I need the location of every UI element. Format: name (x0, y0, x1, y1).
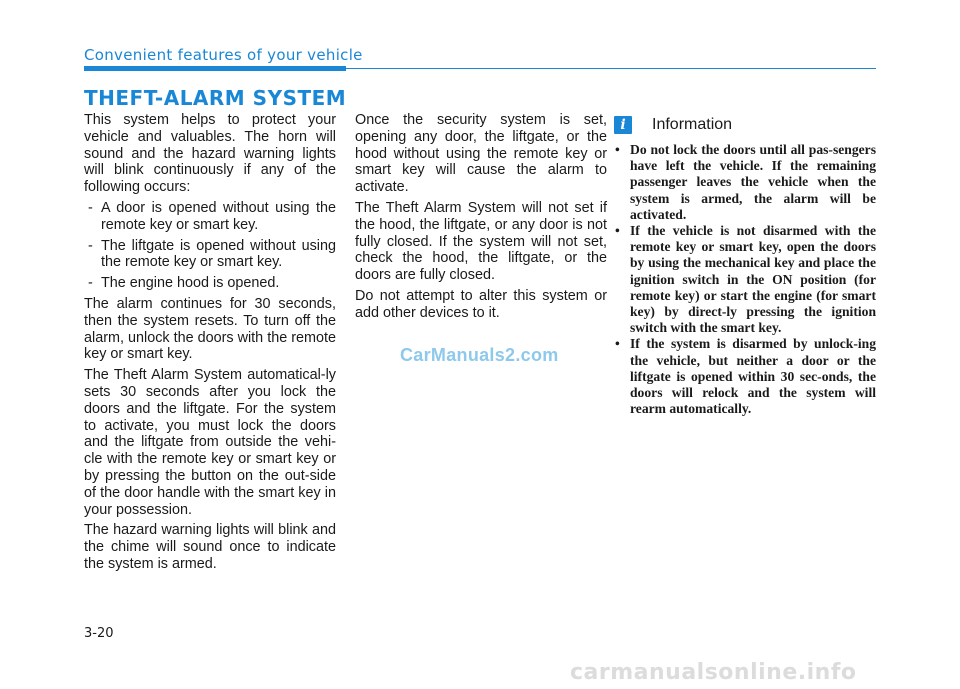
condition-text: A door is opened without using the remote key or smart key. (101, 199, 336, 233)
watermark: CarManuals2.com (400, 345, 559, 365)
information-item (614, 336, 876, 417)
dash-marker: - (88, 199, 93, 216)
condition-item (84, 275, 336, 292)
bullet-marker: • (615, 223, 620, 239)
auto-set-paragraph: The Theft Alarm System automatical-ly sets 30 seconds after you lock the doors and the liftgate. For the system to activate, you must lock the doors and the liftgate from outside the vehi-cle with the remote key or smart key or by pressing the button on the out-side of the door handle with the smart key in your possession. (84, 367, 336, 518)
information-header (614, 114, 876, 136)
intro-paragraph: This system helps to protect your vehicle and valuables. The horn will sound and the hazard warning lights will blink continuously if any of the following occurs: (84, 112, 336, 196)
information-title: Information (652, 116, 733, 133)
header-rule-thick (84, 66, 346, 71)
bullet-marker: • (615, 142, 620, 157)
information-list (614, 142, 876, 417)
page-title: THEFT-ALARM SYSTEM (84, 86, 347, 110)
section-header: Convenient features of your vehicle (84, 46, 363, 64)
dash-marker: - (88, 275, 93, 292)
header-rule-thin (346, 68, 876, 69)
information-box (614, 114, 876, 417)
condition-item (84, 238, 336, 272)
armed-paragraph: The hazard warning lights will blink and the chime will sound once to indicate the system is armed. (84, 522, 336, 572)
dash-marker: - (88, 237, 93, 254)
page-number: 3-20 (84, 626, 114, 641)
information-item (614, 142, 876, 223)
info-icon: i (614, 116, 632, 134)
information-text: Do not lock the doors until all pas-sengers have left the vehicle. If the remaining passenger leaves the vehicle when the system is armed, the alarm will be activated. (630, 142, 876, 222)
information-text: If the system is disarmed by unlock-ing the vehicle, but neither a door or the liftgate is opened within 30 sec-onds, the doors will relock and the system will rearm automatically. (630, 336, 876, 417)
footer-watermark: carmanualsonline.info (570, 660, 857, 685)
reset-paragraph: The alarm continues for 30 seconds, then the system resets. To turn off the alarm, unlock the doors with the remote key or smart key. (84, 295, 336, 363)
information-item (614, 223, 876, 336)
condition-text: The liftgate is opened without using the remote key or smart key. (101, 237, 336, 271)
alter-paragraph: Do not attempt to alter this system or add other devices to it. (355, 287, 607, 321)
condition-item (84, 200, 336, 234)
column-left (84, 112, 336, 577)
bullet-marker: • (615, 336, 620, 352)
condition-text: The engine hood is opened. (101, 275, 280, 292)
column-middle (355, 112, 607, 326)
information-text: If the vehicle is not disarmed with the remote key or smart key, open the doors by using the mechanical key and place the ignition switch in the ON position (for remote key) or start the engine (for smart key) by direct-ly pressing the ignition switch with the smart key. (630, 223, 876, 336)
not-set-paragraph: The Theft Alarm System will not set if the hood, the liftgate, or any door is not fully closed. If the system will not set, check the hood, the liftgate, or the doors are fully closed. (355, 199, 607, 284)
set-paragraph: Once the security system is set, opening any door, the liftgate, or the hood without using the remote key or smart key will cause the alarm to activate. (355, 112, 607, 196)
